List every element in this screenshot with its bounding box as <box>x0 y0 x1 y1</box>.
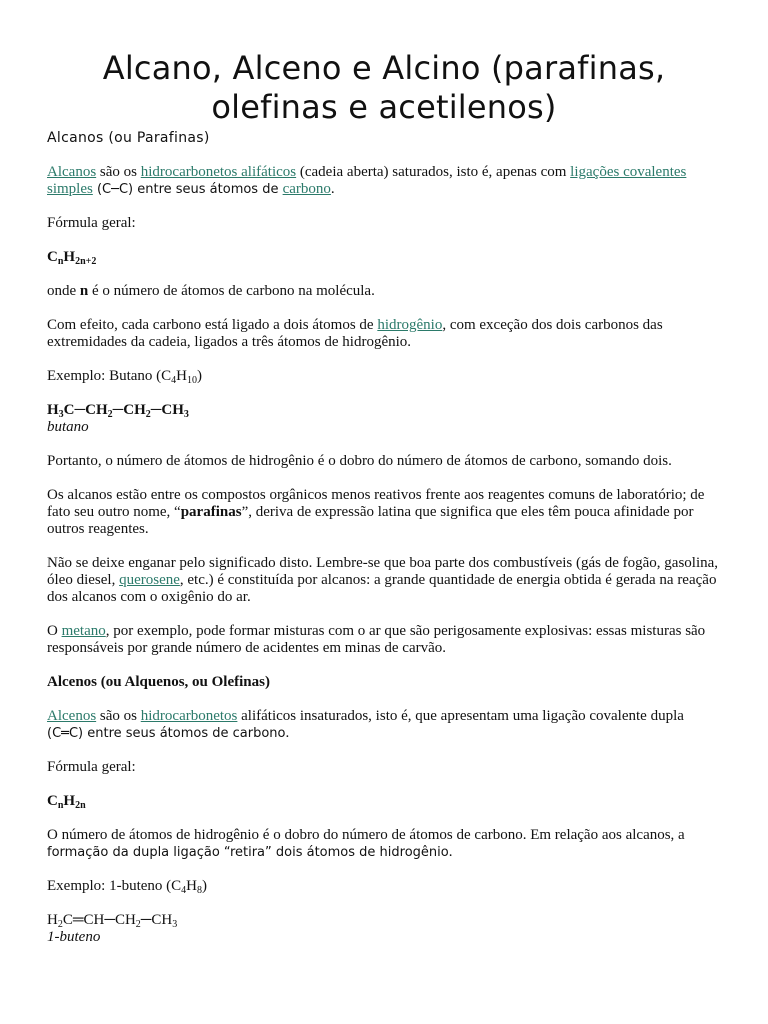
link-ligacoes-covalentes-simples[interactable]: ligações covalentes simples <box>47 164 687 197</box>
link-hidrogenio[interactable]: hidrogênio <box>377 317 443 333</box>
reactivity-paragraph: Os alcanos estão entre os compostos orgânicos menos reativos frente aos reagentes comuns de laboratório; de fato seu outro nome, “parafinas”, deriva de expressão latina que significa que eles têm pouca afinidade por outros reagentes. <box>47 487 705 537</box>
alcenos-intro: Alcenos são os hidrocarbonetos alifáticos insaturados, isto é, que apresentam uma ligação covalente dupla (C═C) entre seus átomos de carbono. <box>47 708 684 741</box>
link-metano[interactable]: metano <box>61 623 106 639</box>
link-hidrocarbonetos-alifaticos[interactable]: hidrocarbonetos alifáticos <box>140 164 297 180</box>
formula-label: Fórmula geral: <box>47 215 136 231</box>
butano-structural-formula: $H_3C─CH_2─CH_2─CH_3$ <box>47 402 189 420</box>
metano-paragraph: O metano, por exemplo, pode formar misturas com o ar que são perigosamente explosivas: essas misturas são responsáveis por grande número de acidentes em minas de carvão. <box>47 623 706 656</box>
link-querosene[interactable]: querosene <box>119 572 180 588</box>
link-alcenos[interactable]: Alcenos <box>47 708 97 724</box>
alcenos-relation-paragraph: O número de átomos de hidrogênio é o dobro do número de átomos de carbono. Em relação aos alcanos, a formação da dupla ligação “retira” dois átomos de hidrogênio. <box>47 827 685 860</box>
alcanos-intro: Alcanos são os hidrocarbonetos alifáticos (cadeia aberta) saturados, isto é, apenas com ligações covalentes simples (C─C) entre seus átomos de carbono. <box>47 164 687 197</box>
alcanos-general-formula: $C_nH_{2n+2}$ <box>47 249 97 267</box>
link-carbono[interactable]: carbono <box>282 181 331 197</box>
alcenos-general-formula: $C_nH_{2n}$ <box>47 793 86 811</box>
section-heading-alcanos: Alcanos (ou Parafinas) <box>47 130 210 146</box>
buteno-name: 1-buteno <box>47 929 101 945</box>
butano-example-label: Exemplo: Butano $(C_4H_{10})$ <box>47 368 202 386</box>
section-heading-alcenos: Alcenos (ou Alquenos, ou Olefinas) <box>47 674 270 690</box>
portanto-paragraph: Portanto, o número de átomos de hidrogênio é o dobro do número de átomos de carbono, somando dois. <box>47 453 672 469</box>
buteno-structural-formula: $H_2C═CH─CH_2─CH_3$ <box>47 912 178 930</box>
fuel-paragraph: Não se deixe enganar pelo significado disto. Lembre-se que boa parte dos combustíveis (gás de fogão, gasolina, óleo diesel, querosene, etc.) é constituída por alcanos: a grande quantidade de energia obtida é gerada na reação dos alcanos com o oxigênio do ar. <box>47 555 719 605</box>
carbon-bonding-paragraph: Com efeito, cada carbono está ligado a dois átomos de hidrogênio, com exceção dos dois carbonos das extremidades da cadeia, ligados a três átomos de hidrogênio. <box>47 317 663 350</box>
formula-explanation: onde n é o número de átomos de carbono na molécula. <box>47 283 375 299</box>
alcenos-formula-label: Fórmula geral: <box>47 759 136 775</box>
link-hidrocarbonetos[interactable]: hidrocarbonetos <box>140 708 238 724</box>
page-title: Alcano, Alceno e Alcino (parafinas, olefinas e acetilenos) <box>102 49 666 126</box>
buteno-example-label: Exemplo: 1-buteno $(C_4H_8)$ <box>47 878 207 896</box>
link-alcanos[interactable]: Alcanos <box>47 164 97 180</box>
butano-name: butano <box>47 419 89 435</box>
